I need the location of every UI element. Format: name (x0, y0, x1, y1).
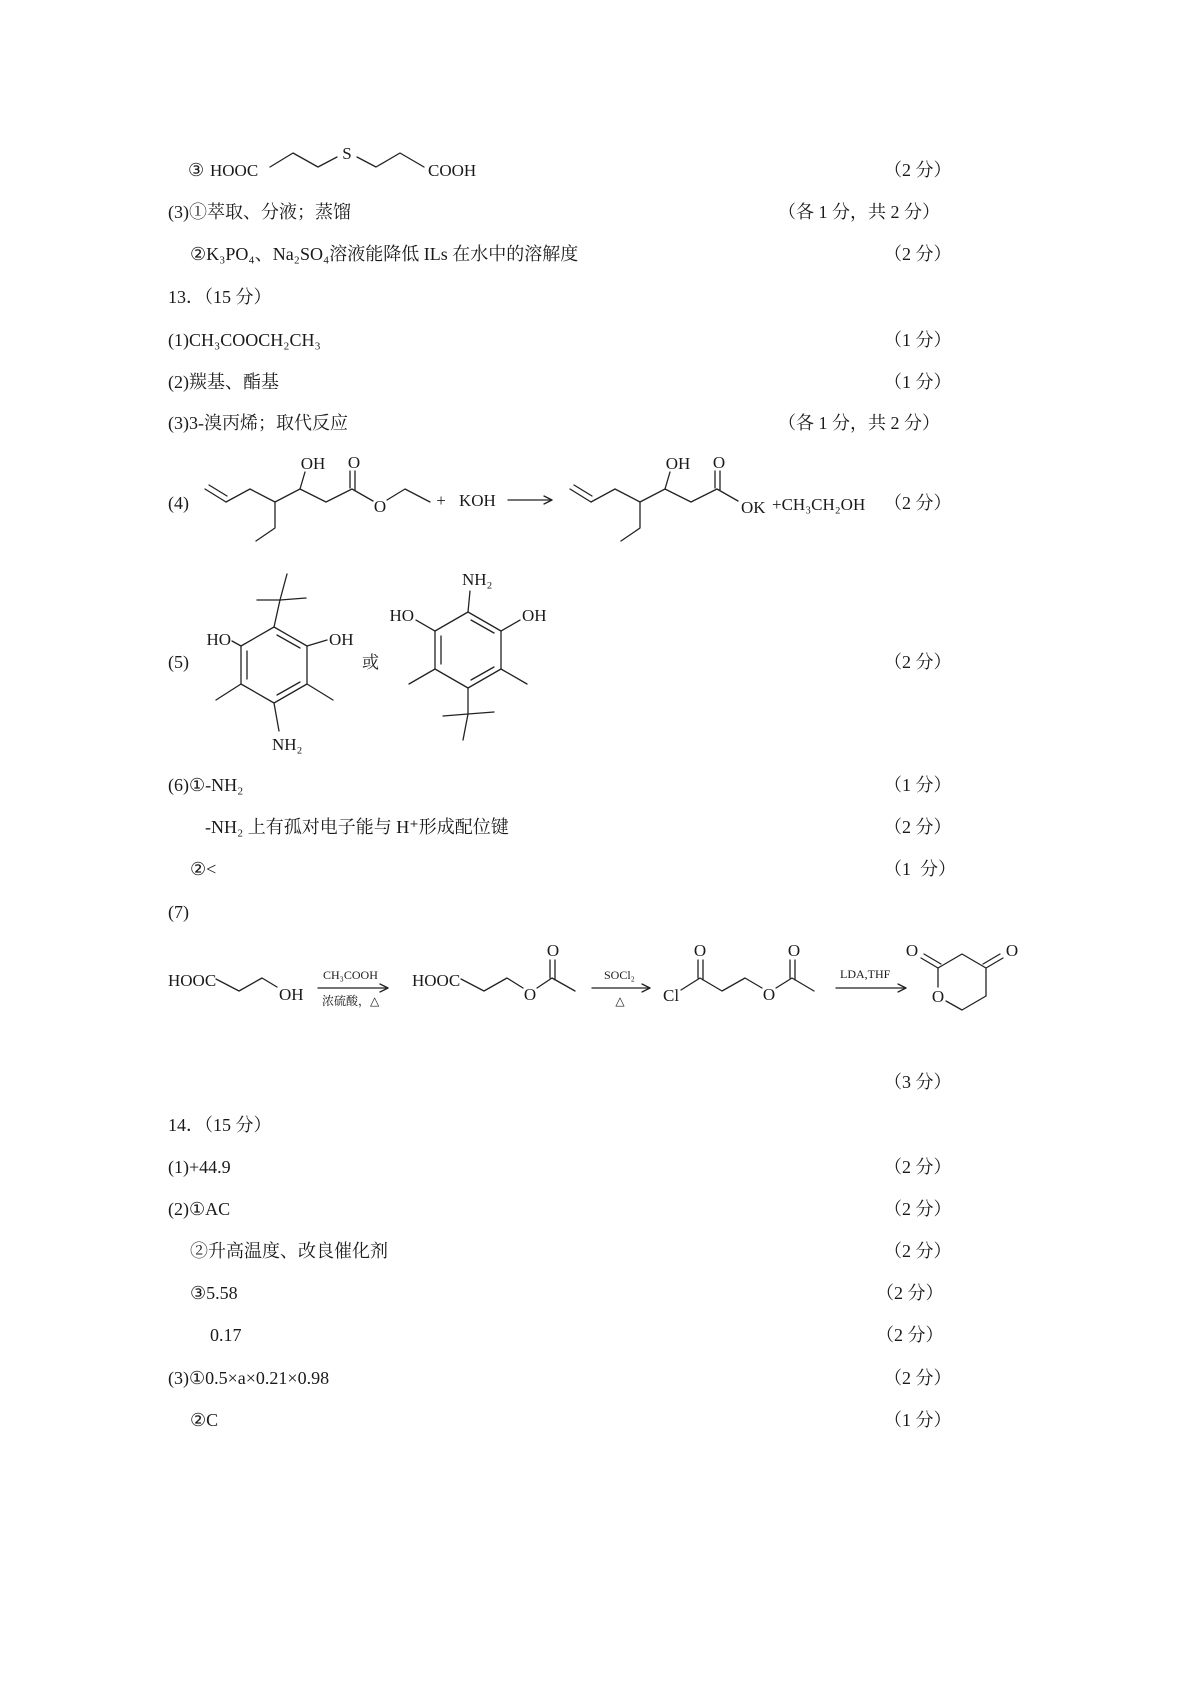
answer-line: ②升高温度、改良催化剂 (190, 1241, 388, 1261)
plus-sign: + (436, 491, 446, 510)
score-label: （2 分） (884, 1241, 952, 1261)
bond (280, 574, 287, 600)
atom-label-o: O (762, 985, 776, 1004)
lactone-product (906, 941, 1018, 1010)
score-label: （1 分） (884, 372, 952, 392)
answer-line: (3)①萃取、分液；蒸馏 (168, 202, 351, 222)
bond (274, 703, 279, 731)
bond (232, 641, 241, 646)
benzene-ring (435, 612, 501, 688)
reagent-label: SOCl₂ (604, 968, 635, 982)
atom-label-ho: HO (389, 606, 414, 625)
question-heading: 13．（15 分） (168, 287, 272, 307)
atom-label-o: O (373, 497, 387, 516)
atom-label-o: O (712, 453, 726, 472)
bond (665, 472, 670, 489)
atom-label-hooc: HOOC (168, 971, 217, 990)
intermediate-2 (663, 941, 814, 1005)
score-label: （2 分） (884, 652, 952, 672)
score-label: （2 分） (884, 160, 952, 180)
answer-line: ②K₃PO₄、Na₂SO₄溶液能降低 ILs 在水中的溶解度 (190, 244, 579, 264)
answer-label: (7) (168, 902, 189, 922)
bond (280, 598, 306, 600)
bond (205, 489, 226, 502)
bond (277, 635, 300, 648)
arrow-head (898, 984, 906, 992)
atom-label-oh: OH (329, 630, 354, 649)
bond (468, 591, 470, 612)
atom-label-hooc: HOOC (412, 971, 461, 990)
reagent-label: LDA,THF (840, 967, 891, 981)
atom-label-oh: OH (522, 606, 547, 625)
score-label: （2 分） (884, 493, 952, 513)
bond (357, 153, 424, 167)
bond (681, 978, 762, 991)
bond (983, 954, 1000, 964)
atom-label-o: O (523, 985, 537, 1004)
answer-line: -NH₂ 上有孤对电子能与 H⁺形成配位键 (205, 817, 509, 837)
score-label: （1 分） (884, 330, 952, 350)
bond (471, 667, 494, 680)
benzene-structure-a (206, 574, 353, 754)
answer-line: (3)3-溴丙烯；取代反应 (168, 413, 348, 433)
bond (307, 640, 327, 646)
bond (463, 714, 468, 740)
bond (307, 684, 333, 700)
answer-line: (1)CH₃COOCH₂CH₃ (168, 330, 321, 350)
bond (468, 712, 494, 714)
atom-label-ok: OK (741, 498, 766, 517)
bond (443, 714, 468, 716)
atom-label-o: O (347, 453, 361, 472)
bond (537, 978, 575, 991)
bond (409, 669, 435, 684)
score-label: （1 分） (884, 859, 956, 879)
or-label: 或 (362, 653, 379, 672)
reactant-structure (205, 453, 430, 541)
byproduct-label: +CH₃CH₂OH (772, 495, 866, 514)
ring-bonds (938, 954, 986, 1010)
score-label: （2 分） (884, 1199, 952, 1219)
answer-line: (6)①-NH₂ (168, 775, 244, 795)
score-label: （1 分） (884, 775, 952, 795)
start-material (168, 971, 304, 1004)
arrow-head (380, 984, 388, 992)
structure-item3 (210, 144, 476, 180)
atom-label-ho: HO (206, 630, 231, 649)
bond (226, 489, 373, 502)
atom-label-o: O (787, 941, 801, 960)
atom-label-s: S (342, 144, 352, 163)
condition-label: △ (615, 994, 625, 1008)
bond (216, 684, 241, 700)
bond (921, 958, 938, 968)
score-label: （1 分） (884, 1410, 952, 1430)
question-heading: 14．（15 分） (168, 1115, 272, 1135)
atom-label-cl: Cl (663, 986, 680, 1005)
score-label: （2 分） (884, 1368, 952, 1388)
bond (387, 489, 430, 502)
item-marker: ③ (188, 160, 205, 180)
bond (501, 620, 520, 631)
atom-label-o: O (905, 941, 919, 960)
score-label: （各 1 分，共 2 分） (778, 413, 940, 433)
bond (300, 472, 305, 489)
bond (591, 489, 738, 502)
atom-label-o: O (1005, 941, 1019, 960)
score-label: （2 分） (884, 1157, 952, 1177)
bond (501, 669, 527, 684)
answer-line: 0.17 (210, 1325, 242, 1345)
reagent-label: CH₃COOH (323, 968, 378, 982)
atom-label-nh2: NH₂ (272, 735, 303, 754)
atom-label-hooc: HOOC (210, 161, 259, 180)
bond (209, 485, 227, 496)
answer-line: (2)①AC (168, 1199, 231, 1219)
synthesis-route-7 (168, 941, 1018, 1010)
reagent-label: KOH (459, 491, 496, 510)
condition-label: 浓硫酸，△ (322, 994, 380, 1008)
bond (924, 954, 941, 964)
reaction-4 (205, 453, 865, 541)
bond (461, 978, 523, 991)
bond (776, 978, 814, 991)
product-structure (570, 453, 766, 541)
bond (621, 502, 640, 541)
atom-label-oh: OH (665, 454, 691, 473)
bond (216, 978, 277, 991)
arrow-head (544, 496, 552, 504)
atom-label-o: O (931, 987, 945, 1006)
answer-line: ②< (190, 859, 217, 879)
answer-line: ②C (190, 1410, 219, 1430)
arrow-head (642, 984, 650, 992)
bond (256, 502, 275, 541)
atom-label-oh: OH (279, 985, 304, 1004)
answer-line: (3)①0.5×a×0.21×0.98 (168, 1368, 330, 1388)
score-label: （2 分） (876, 1283, 944, 1303)
score-label: （2 分） (884, 817, 952, 837)
answer-line: ③5.58 (190, 1283, 238, 1303)
atom-label-nh2: NH₂ (462, 570, 493, 589)
atom-label-oh: OH (300, 454, 326, 473)
atom-label-cooh: COOH (428, 161, 477, 180)
bond (274, 600, 280, 627)
bond (570, 489, 591, 502)
answer-line: (1)+44.9 (168, 1157, 231, 1177)
intermediate-1 (412, 941, 575, 1004)
atom-label-o: O (546, 941, 560, 960)
answer-line: (2)羰基、酯基 (168, 372, 279, 392)
answer-label: (5) (168, 652, 189, 672)
bond (574, 485, 592, 496)
bond (416, 620, 435, 631)
score-label: （2 分） (876, 1325, 944, 1345)
score-label: （3 分） (884, 1072, 952, 1092)
score-label: （2 分） (884, 244, 952, 264)
atom-label-o: O (693, 941, 707, 960)
bond (270, 153, 337, 167)
score-label: （各 1 分，共 2 分） (778, 202, 940, 222)
bond (277, 682, 300, 695)
bond (471, 620, 494, 633)
bond (986, 958, 1003, 968)
benzene-ring (241, 627, 307, 703)
benzene-structure-b (389, 570, 546, 740)
answer-5-structures (206, 570, 546, 754)
answer-label: (4) (168, 493, 189, 513)
